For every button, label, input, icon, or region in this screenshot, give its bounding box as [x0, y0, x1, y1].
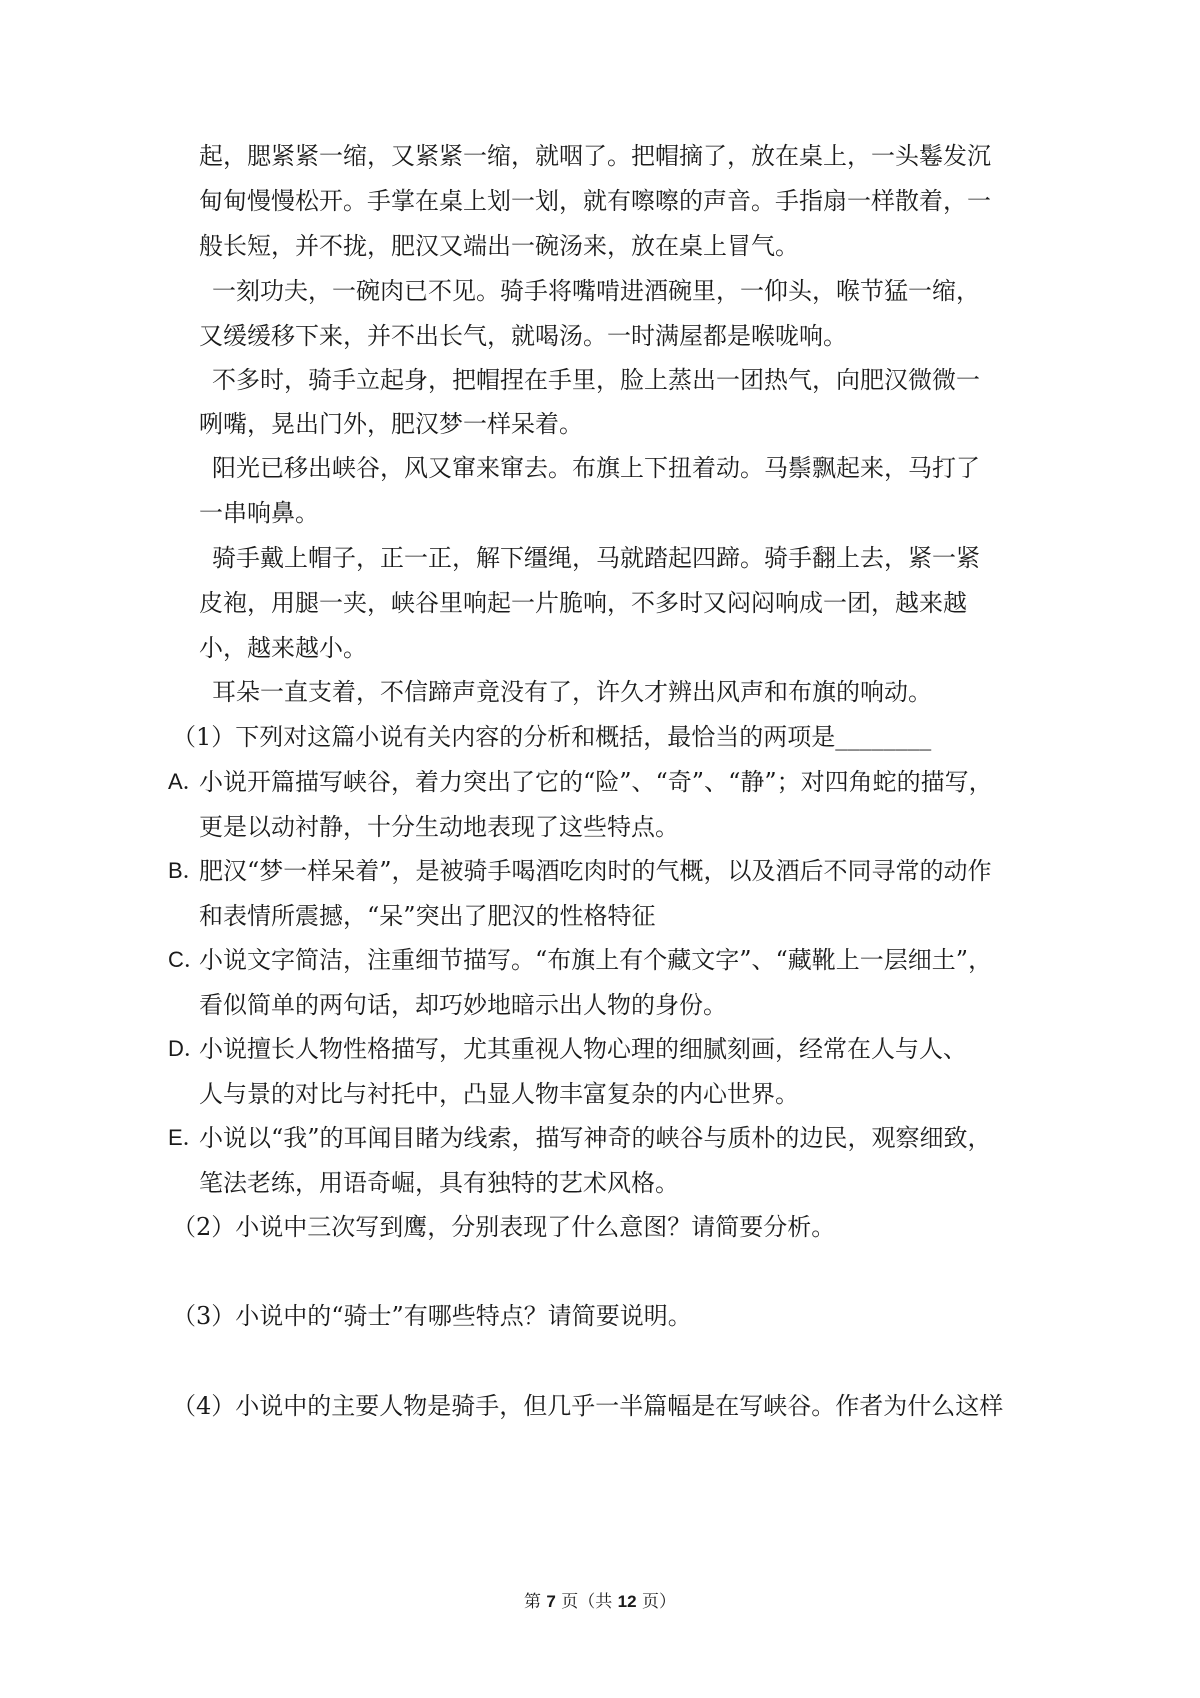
question-2: （2）小说中三次写到鹰，分别表现了什么意图？请简要分析。 — [172, 1213, 836, 1241]
option-a-text: 更是以动衬静，十分生动地表现了这些特点。 — [199, 813, 679, 841]
option-d-letter: D． — [168, 1036, 206, 1061]
option-c-text: 看似简单的两句话，却巧妙地暗示出人物的身份。 — [199, 991, 727, 1019]
option-d-text: 小说擅长人物性格描写，尤其重视人物心理的细腻刻画，经常在人与人、 — [199, 1035, 967, 1063]
option-b-text: 肥汉“梦一样呆着”，是被骑手喝酒吃肉时的气概，以及酒后不同寻常的动作 — [199, 857, 992, 885]
passage-line: 不多时，骑手立起身，把帽捏在手里，脸上蒸出一团热气，向肥汉微微一 — [212, 366, 980, 394]
footer-total-pages: 12 — [617, 1592, 637, 1611]
passage-line: 咧嘴，晃出门外，肥汉梦一样呆着。 — [199, 410, 583, 438]
option-e-text: 小说以“我”的耳闻目睹为线索，描写神奇的峡谷与质朴的边民，观察细致， — [199, 1124, 992, 1152]
passage-line: 甸甸慢慢松开。手掌在桌上划一划，就有嚓嚓的声音。手指扇一样散着，一 — [199, 187, 991, 215]
option-b-text: 和表情所震撼，“呆”突出了肥汉的性格特征 — [199, 902, 656, 930]
question-4: （4）小说中的主要人物是骑手，但几乎一半篇幅是在写峡谷。作者为什么这样 — [172, 1392, 1004, 1420]
option-e-letter: E． — [168, 1125, 205, 1150]
passage-line: 又缓缓移下来，并不出长气，就喝汤。一时满屋都是喉咙响。 — [199, 322, 847, 350]
option-b-letter: B． — [168, 858, 205, 883]
passage-line: 耳朵一直支着，不信蹄声竟没有了，许久才辨出风声和布旗的响动。 — [212, 678, 932, 706]
passage-line: 般长短，并不拢，肥汉又端出一碗汤来，放在桌上冒气。 — [199, 232, 799, 260]
option-a-text: 小说开篇描写峡谷，着力突出了它的“险”、“奇”、“静”；对四角蛇的描写， — [199, 768, 993, 796]
passage-line: 阳光已移出峡谷，风又窜来窜去。布旗上下扭着动。马鬃飘起来，马打了 — [212, 454, 980, 482]
question-3: （3）小说中的“骑士”有哪些特点？请简要说明。 — [172, 1302, 692, 1330]
passage-line: 骑手戴上帽子，正一正，解下缰绳，马就踏起四蹄。骑手翻上去，紧一紧 — [212, 544, 980, 572]
option-d-text: 人与景的对比与衬托中，凸显人物丰富复杂的内心世界。 — [199, 1080, 799, 1108]
passage-line: 皮袍，用腿一夹，峡谷里响起一片脆响，不多时又闷闷响成一团，越来越 — [199, 589, 967, 617]
passage-line: 小，越来越小。 — [199, 634, 367, 662]
footer-page-number: 7 — [546, 1592, 556, 1611]
option-a-letter: A． — [168, 769, 205, 794]
page-footer — [0, 1590, 1200, 1614]
passage-line: 一串响鼻。 — [199, 499, 319, 527]
passage-line: 起，腮紧紧一缩，又紧紧一缩，就咽了。把帽摘了，放在桌上，一头鬈发沉 — [199, 142, 991, 170]
option-e-text: 笔法老练，用语奇崛，具有独特的艺术风格。 — [199, 1169, 679, 1197]
footer-middle: 页（共 — [555, 1592, 618, 1612]
footer-suffix: 页） — [636, 1592, 676, 1612]
footer-prefix: 第 — [523, 1592, 547, 1612]
question-1: （1）下列对这篇小说有关内容的分析和概括，最恰当的两项是________ — [172, 723, 932, 751]
passage-line: 一刻功夫，一碗肉已不见。骑手将嘴啃进酒碗里，一仰头，喉节猛一缩， — [212, 277, 980, 305]
option-c-text: 小说文字简洁，注重细节描写。“布旗上有个藏文字”、“藏靴上一层细土”， — [199, 946, 993, 974]
option-c-letter: C． — [168, 947, 206, 972]
